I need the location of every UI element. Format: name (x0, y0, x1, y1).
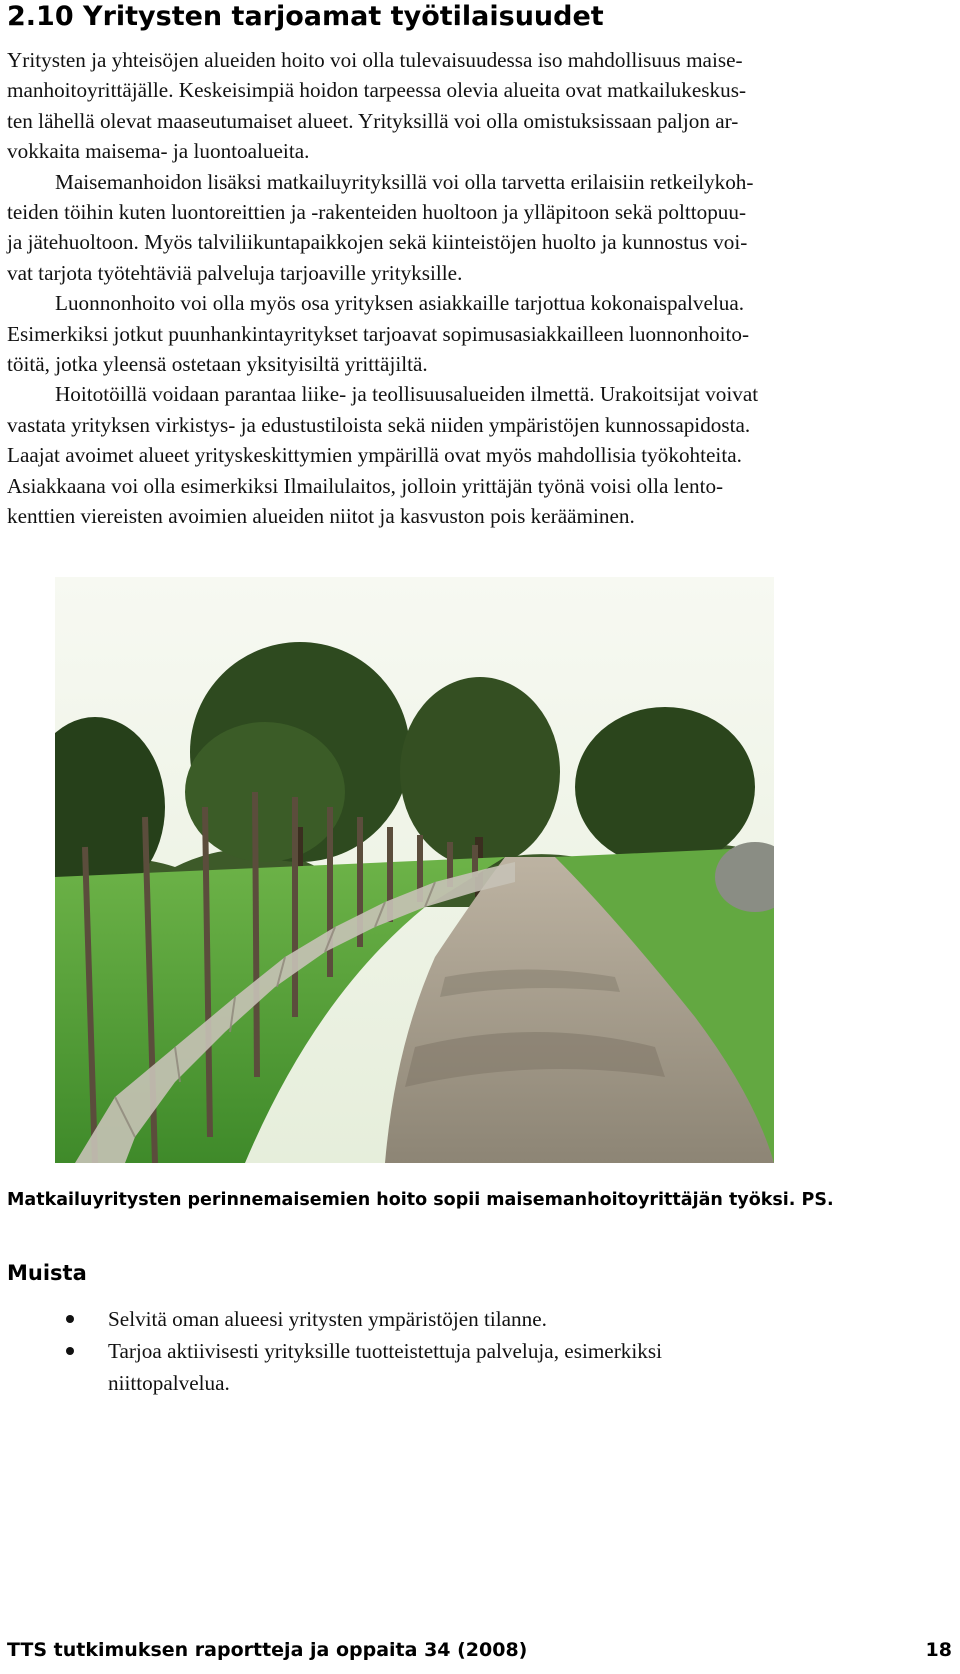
road-fence-illustration (55, 577, 774, 1163)
paragraph (7, 167, 949, 289)
text-line: vokkaita maisema- ja luontoalueita. (7, 139, 310, 164)
list-item-text: niittopalvelua. (108, 1371, 230, 1395)
photo-caption: Matkailuyritysten perinnemaisemien hoito sopii maisemanhoitoyrittäjän työksi. PS. (7, 1190, 834, 1210)
text-line: manhoitoyrittäjälle. Keskeisimpiä hoidon tarpeessa olevia alueita ovat matkailukeskus- (7, 78, 746, 103)
text-line: vat tarjota työtehtäviä palveluja tarjoaville yrityksille. (7, 260, 463, 285)
bullet-icon (66, 1347, 74, 1355)
text-line: Maisemanhoidon lisäksi matkailuyrityksillä voi olla tarvetta erilaisiin retkeilykoh- (55, 169, 754, 194)
text-line: Yritysten ja yhteisöjen alueiden hoito voi olla tulevaisuudessa iso mahdollisuus maise- (7, 48, 743, 72)
text-line: ten lähellä olevat maaseutumaiset alueet. Yrityksillä voi olla omistuksissaan paljon ar- (7, 108, 739, 133)
bullet-icon (66, 1315, 74, 1323)
text-line: Esimerkiksi jotkut puunhankintayritykset tarjoavat sopimusasiakkailleen luonnonhoito- (7, 321, 750, 346)
text-line: Asiakkaana voi olla esimerkiksi Ilmailulaitos, jolloin yrittäjän työnä voisi olla lento- (7, 473, 724, 498)
text-line: Hoitotöillä voidaan parantaa liike- ja teollisuusalueiden ilmettä. Urakoitsijat voivat (55, 382, 759, 407)
list-item (0, 1335, 960, 1399)
landscape-photo (55, 577, 774, 1163)
text-line: Laajat avoimet alueet yrityskeskittymien ympärillä ovat myös mahdollisia työkohteita. (7, 443, 742, 468)
paragraph (7, 45, 949, 167)
text-line: kenttien viereisten avoimien alueiden niitot ja kasvuston pois kerääminen. (7, 504, 635, 529)
tree-right (575, 707, 755, 867)
page-number: 18 (925, 1639, 952, 1661)
paragraph (7, 379, 949, 531)
remember-heading: Muista (7, 1261, 87, 1285)
text-line: vastata yrityksen virkistys- ja edustustiloista sekä niiden ympäristöjen kunnossapidosta. (7, 412, 751, 437)
section-heading: 2.10 Yritysten tarjoamat työtilaisuudet (7, 1, 604, 32)
text-line: ja jätehuoltoon. Myös talviliikuntapaikkojen sekä kiinteistöjen huolto ja kunnostus voi- (7, 230, 748, 255)
paragraph (7, 288, 949, 379)
remember-list (0, 1303, 960, 1399)
footer-series: TTS tutkimuksen raportteja ja oppaita 34 (2008) (7, 1639, 528, 1661)
text-line: töitä, jotka yleensä ostetaan yksityisiltä yrittäjiltä. (7, 352, 428, 377)
text-line: Luonnonhoito voi olla myös osa yrityksen asiakkaille tarjottua kokonaispalvelua. (55, 291, 745, 316)
list-item-text: Tarjoa aktiivisesti yrityksille tuotteistettuja palveluja, esimerkiksi (108, 1339, 662, 1363)
text-line: teiden töihin kuten luontoreittien ja -rakenteiden huoltoon ja ylläpitoon sekä polttopuu- (7, 200, 747, 225)
list-item-text: Selvitä oman alueesi yritysten ympäristöjen tilanne. (108, 1307, 547, 1331)
list-item (0, 1303, 960, 1335)
body-text (7, 45, 949, 532)
